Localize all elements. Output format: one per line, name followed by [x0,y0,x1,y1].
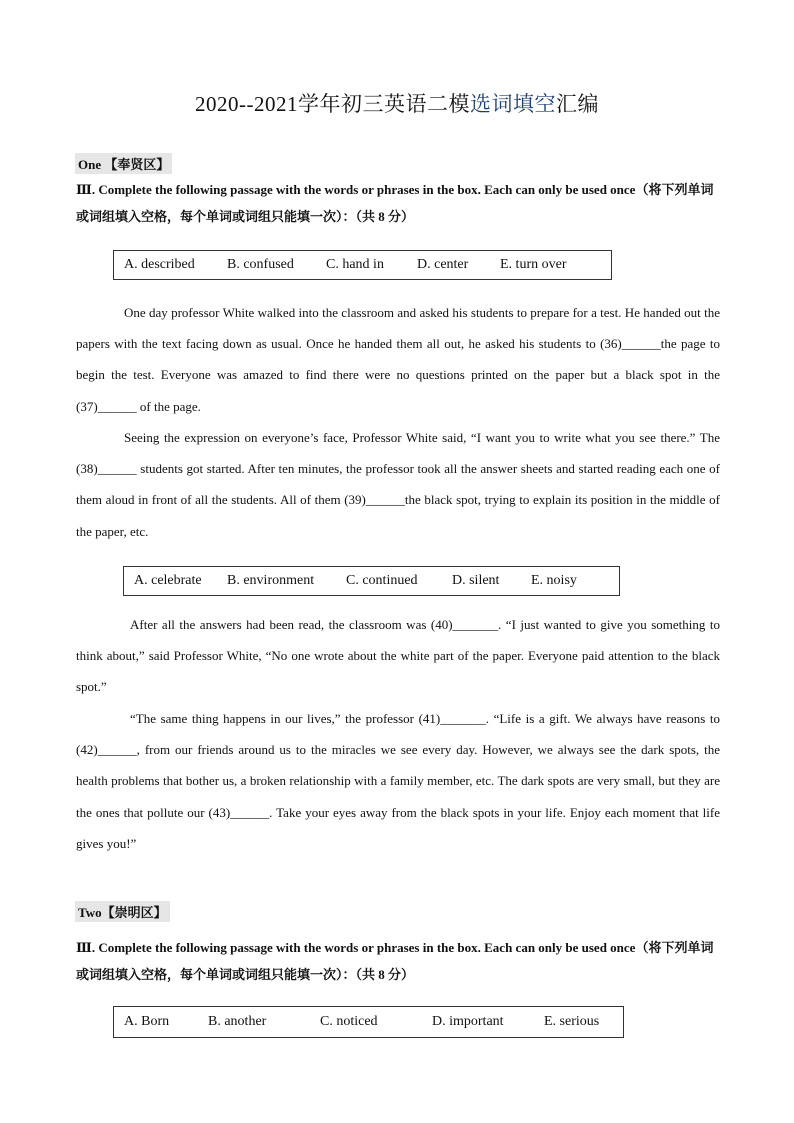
option-d: D. important [432,1014,504,1029]
word-box-1 [113,250,612,280]
paragraph-text: “The same thing happens in our lives,” the professor (41)_______. “Life is a gift. We always have reasons to (42)______, from our friends around us to the miracles we see every day. However, we always see the dark spots, the health problems that bother us, a broken relationship with a family member, etc. The dark spots are very small, but they are the ones that pollute our (43)______. Take your eyes away from the black spots in your life. Enjoy each moment that life gives you!” [76,711,720,851]
paragraph-text: Seeing the expression on everyone’s face, Professor White said, “I want you to write what you see there.” The (38)______ students got started. After ten minutes, the professor took all the answer sheets and started reading each one of them aloud in front of all the students. All of them (39)______the black spot, trying to explain its position in the middle of the paper, etc. [76,430,720,539]
passage-paragraph [76,703,720,859]
option-e: E. turn over [500,257,567,272]
title-highlight: 选词填空 [470,92,556,116]
passage-paragraph [76,297,720,422]
option-c: C. continued [346,573,418,588]
paragraph-text: One day professor White walked into the classroom and asked his students to prepare for a test. He handed out the papers with the text facing down as usual. Once he handed them all out, he asked his students to (36)______the page to begin the test. Everyone was amazed to find there were no questions printed on the paper but a black spot in the (37)______ of the page. [76,305,720,414]
word-box-3 [113,1006,624,1038]
option-b: B. environment [227,573,315,588]
option-b: B. another [208,1014,267,1029]
option-e: E. serious [544,1014,600,1029]
title-text: 2020--2021学年初三英语二模 [195,92,470,116]
option-a: A. celebrate [134,573,202,588]
section2-instruction: Ⅲ. Complete the following passage with the words or phrases in the box. Each can only be used once（将下列单词或词组填入空格，每个单词或词组只能填一次）：（共 8 分） [76,940,714,982]
page-title [0,88,794,118]
option-b: B. confused [227,257,294,272]
section-tag-one: One 【奉贤区】 [75,153,172,174]
option-c: C. hand in [326,257,384,272]
option-a: A. described [124,257,195,272]
option-e: E. noisy [531,573,577,588]
option-a: A. Born [124,1014,170,1029]
section1-instruction: Ⅲ. Complete the following passage with the words or phrases in the box. Each can only be used once（将下列单词或词组填入空格，每个单词或词组只能填一次）：（共 8 分） [76,182,714,224]
paragraph-text: After all the answers had been read, the classroom was (40)_______. “I just wanted to give you something to think about,” said Professor White, “No one wrote about the white part of the paper. Everyone paid attention to the black spot.” [76,617,720,695]
option-c: C. noticed [320,1014,378,1029]
passage-paragraph [76,422,720,547]
section-tag-two: Two【崇明区】 [75,901,170,922]
passage-paragraph [76,609,720,703]
word-box-2 [123,566,620,596]
title-suffix: 汇编 [556,92,599,116]
option-d: D. silent [452,573,500,588]
option-d: D. center [417,257,469,272]
